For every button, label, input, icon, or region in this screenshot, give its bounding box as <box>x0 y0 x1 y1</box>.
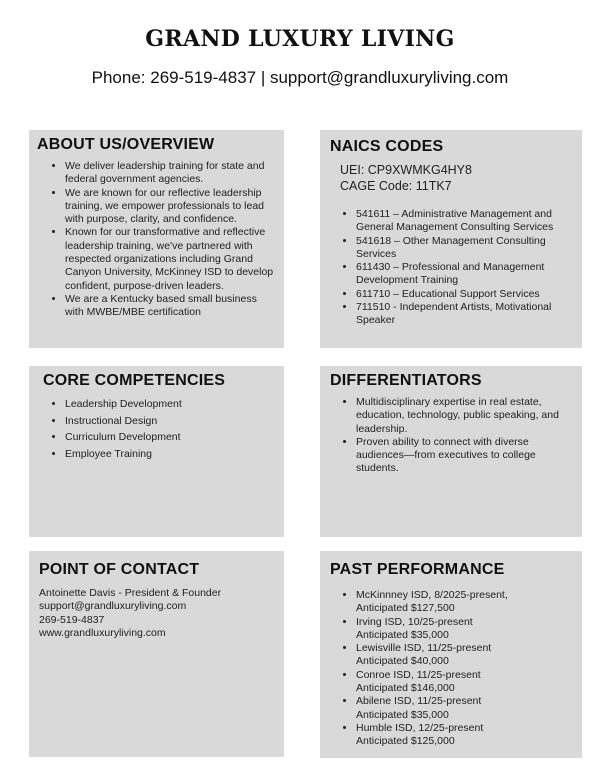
differentiators-section <box>320 366 582 537</box>
list-item: • Multidisciplinary expertise in real estate, education, technology, public speaking, and leadership. <box>356 396 572 436</box>
about-heading: ABOUT US/OVERVIEW <box>37 136 215 153</box>
list-item: • 611710 – Educational Support Services <box>356 288 572 301</box>
core-section <box>29 366 284 537</box>
past-performance-heading: PAST PERFORMANCE <box>330 561 505 578</box>
contact-website[interactable]: www.grandluxuryliving.com <box>39 626 166 639</box>
contact-name: Antoinette Davis - President & Founder <box>39 587 222 599</box>
list-item: • Known for our transformative and reflective leadership training, we've partnered with respected organizations including Grand Canyon University, McKinney ISD to develop confident, purpose-driven leaders. <box>65 226 274 292</box>
contact-heading: POINT OF CONTACT <box>39 561 200 578</box>
list-item: • Instructional Design <box>65 413 274 430</box>
list-item: • McKinnney ISD, 8/2025-present, Anticipated $127,500 <box>356 589 572 616</box>
contact-section <box>29 551 284 757</box>
list-item: • 711510 - Independent Artists, Motivational Speaker <box>356 301 572 328</box>
past-performance-section <box>320 551 582 758</box>
contact-line: Phone: 269-519-4837 | support@grandluxuryliving.com <box>91 68 509 87</box>
list-item: • Abilene ISD, 11/25-present Anticipated $35,000 <box>356 695 572 722</box>
list-item: • Lewisville ISD, 11/25-present Anticipated $40,000 <box>356 642 572 669</box>
list-item: • Proven ability to connect with diverse audiences—from executives to college students. <box>356 436 572 476</box>
list-item: • 541611 – Administrative Management and General Management Consulting Services <box>356 208 572 235</box>
core-heading: CORE COMPETENCIES <box>43 372 226 389</box>
cage-code: CAGE Code: 11TK7 <box>340 179 452 193</box>
list-item: • We deliver leadership training for state and federal government agencies. <box>65 160 274 187</box>
uei: UEI: CP9XWMKG4HY8 <box>340 163 472 177</box>
list-item: • We are known for our reflective leadership training, we empower professionals to lead with purpose, clarity, and confidence. <box>65 187 274 227</box>
list-item: • 541618 – Other Management Consulting Services <box>356 235 572 262</box>
contact-phone: 269-519-4837 <box>39 613 105 626</box>
list-item: • Leadership Development <box>65 396 274 413</box>
list-item: • Humble ISD, 12/25-present Anticipated $125,000 <box>356 722 572 749</box>
list-item: • Irving ISD, 10/25-present Anticipated $35,000 <box>356 616 572 643</box>
list-item: • We are a Kentucky based small business with MWBE/MBE certification <box>65 293 274 320</box>
naics-heading: NAICS CODES <box>330 138 444 155</box>
list-item: • Conroe ISD, 11/25-present Anticipated $146,000 <box>356 669 572 696</box>
about-section <box>29 130 284 348</box>
differentiators-heading: DIFFERENTIATORS <box>330 372 482 389</box>
list-item: • Employee Training <box>65 446 274 463</box>
page-title: GRAND LUXURY LIVING <box>145 26 455 52</box>
list-item: • Curriculum Development <box>65 429 274 446</box>
naics-section <box>320 130 582 348</box>
contact-email[interactable]: support@grandluxuryliving.com <box>39 600 187 613</box>
list-item: • 611430 – Professional and Management Development Training <box>356 261 572 288</box>
